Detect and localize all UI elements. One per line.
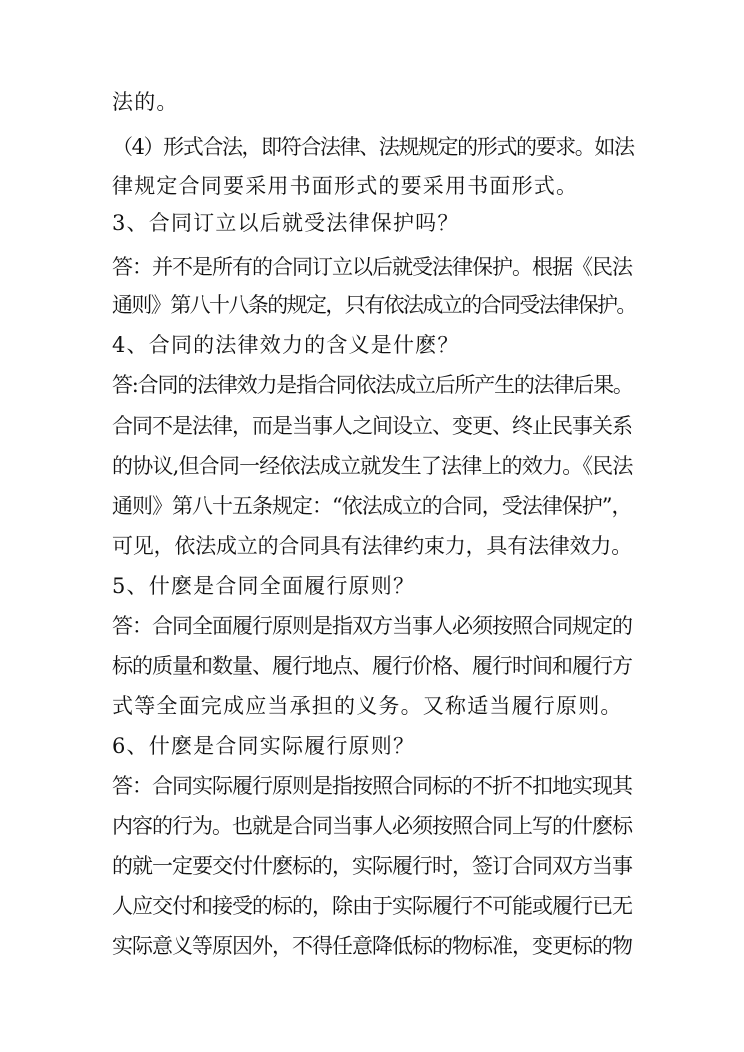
text-line-10: 的协议,但合同一经依法成立就发生了法律上的效力。《民法 — [112, 454, 633, 478]
text-line-13: 5、什麽是合同全面履行原则？ — [112, 574, 416, 598]
text-line-17: 6、什麽是合同实际履行原则？ — [112, 734, 416, 758]
text-line-19: 内容的行为。也就是合同当事人必须按照合同上写的什麽标 — [112, 814, 632, 838]
text-line-18: 答：合同实际履行原则是指按照合同标的不折不扣地实现其 — [112, 774, 632, 798]
text-line-2: （4）形式合法，即符合法律、法规规定的形式的要求。如法 — [112, 135, 634, 159]
text-line-5: 答：并不是所有的合同订立以后就受法律保护。根据《民法 — [112, 255, 632, 279]
text-line-12: 可见，依法成立的合同具有法律约束力，具有法律效力。 — [112, 534, 632, 558]
text-line-20: 的就一定要交付什麽标的，实际履行时，签订合同双方当事 — [112, 854, 632, 878]
text-line-1: 法的。 — [112, 90, 179, 114]
text-line-4: 3、合同订立以后就受法律保护吗？ — [112, 211, 460, 235]
text-line-21: 人应交付和接受的标的，除由于实际履行不可能或履行已无 — [112, 894, 632, 918]
text-line-14: 答：合同全面履行原则是指双方当事人必须按照合同规定的 — [112, 614, 632, 638]
text-line-7: 4、合同的法律效力的含义是什麽？ — [112, 333, 460, 357]
text-line-8: 答:合同的法律效力是指合同依法成立后所产生的法律后果。 — [112, 373, 633, 397]
text-line-16: 式等全面完成应当承担的义务。又称适当履行原则。 — [112, 694, 623, 718]
text-line-15: 标的质量和数量、履行地点、履行价格、履行时间和履行方 — [112, 654, 632, 678]
text-line-11: 通则》第八十五条规定：“依法成立的合同，受法律保护”， — [112, 494, 632, 518]
text-line-22: 实际意义等原因外，不得任意降低标的物标准，变更标的物 — [112, 934, 632, 958]
text-line-6: 通则》第八十八条的规定，只有依法成立的合同受法律保护。 — [112, 293, 636, 317]
text-line-9: 合同不是法律，而是当事人之间设立、变更、终止民事关系 — [112, 414, 632, 438]
text-line-3: 律规定合同要采用书面形式的要采用书面形式。 — [112, 174, 579, 198]
